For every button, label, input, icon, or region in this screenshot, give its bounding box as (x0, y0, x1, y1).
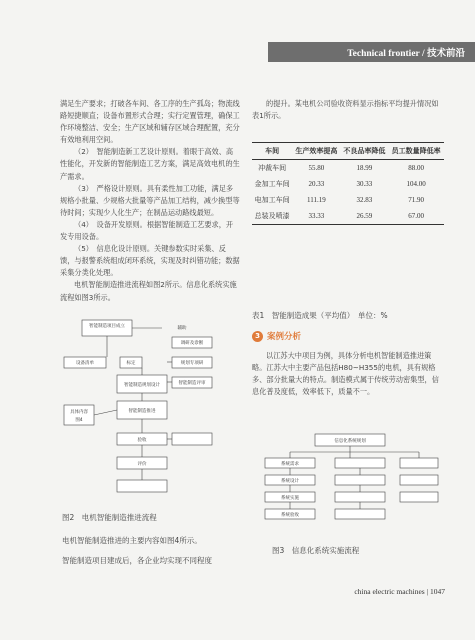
left-paragraph-6: 电机智能制造推进流程如图2所示。信息化系统实施流程如图3所示。 (60, 280, 237, 302)
flow-label-b8: 验收 (137, 438, 147, 443)
table-header: 不良品率降低 (343, 147, 386, 155)
flow-box-b11 (117, 480, 167, 492)
page-footer: china electric machines | 1047 (354, 587, 445, 596)
table-1-caption: 表1 智能制造成果（平均值） 单位：% (252, 311, 388, 320)
flow3-label-l3: 系统实施 (281, 496, 299, 501)
flow-label-b4: 规划专项研 (180, 361, 204, 366)
table-header-row (252, 143, 444, 160)
left-paragraph-2: （2） 智能制造新工艺设计原则。着眼于高效、高性能化，开发新的智能制造工艺方案，满足高效电机的生产需求。 (60, 147, 240, 181)
left-paragraph-4: （4） 设备开发原则。根据智能制造工艺要求，开发专用设备。 (60, 219, 234, 242)
table-cell: 55.80 (308, 164, 325, 172)
table-cell: 26.59 (356, 212, 373, 220)
flow-label-b5: 智能制造规划设计 (124, 383, 160, 388)
flow3-box-s2 (400, 475, 438, 485)
left-paragraph-5: （5） 信息化设计原则。关键参数实时采集、反馈，与报警系统组成闭环系统，实现及时纠错功能；数据采集分类化处理。 (60, 244, 240, 278)
section-number-badge: 3 (252, 331, 263, 342)
header-title-cn: 技术前沿 (426, 49, 465, 59)
right-column (252, 98, 442, 122)
header-title-en: Technical frontier (347, 49, 420, 59)
figure-3-caption: 图3 信息化系统实施流程 (272, 546, 360, 555)
figure-2-text-line-1: 电机智能制造推进的主要内容如图4所示。 (62, 536, 202, 545)
section-title: 案例分析 (267, 332, 302, 342)
journal-name: china electric machines (354, 587, 425, 596)
flow-label-side1: 具体内容 (70, 410, 88, 415)
header-title: Technical frontier / 技术前沿 (347, 49, 465, 59)
table-header: 员工数量降低率 (391, 147, 441, 155)
table-header: 生产效率提高 (295, 147, 338, 155)
header-bar (268, 42, 475, 62)
table-cell: 总装及喷漆 (254, 212, 290, 220)
flow3-label-top: 信息化系统规划 (334, 439, 366, 444)
flow3-box-r3 (335, 492, 385, 502)
left-paragraph-1: 满足生产要求；打破各车间、各工序的生产孤岛；物流线路短捷顺直；设备布置形式合理；实行定置管理，确保工作环境整洁、安全；生产区域和辅存区域合理配置，充分有效地利用空间。 (60, 99, 240, 145)
table-cell: 电加工车间 (254, 196, 290, 204)
section-3-heading (252, 330, 301, 342)
table-row (252, 176, 444, 192)
table-cell: 111.19 (306, 196, 326, 204)
table-cell: 67.00 (408, 212, 425, 220)
figure-2-flowchart (62, 315, 237, 510)
flow-label-b3: 标定 (126, 361, 136, 366)
flow3-label-l4: 系统验收 (281, 513, 299, 518)
flow-label-b1: 调研及诊断 (180, 341, 204, 346)
left-column (60, 98, 240, 304)
flow3-box-r1 (335, 458, 385, 468)
table-cell: 33.33 (308, 212, 325, 220)
page-number: 1047 (430, 587, 445, 596)
flow3-box-s3 (400, 492, 438, 502)
flow3-label-l2: 系统设计 (281, 479, 299, 484)
table-cell: 金加工车间 (254, 180, 290, 188)
right-paragraph-1: 的提升。某电机公司验收资料显示指标平均提升情况如表1所示。 (252, 99, 439, 121)
table-header: 车间 (265, 147, 280, 155)
table-cell: 32.83 (356, 196, 373, 204)
table-row (252, 208, 444, 225)
flow-label-side2: 图4 (75, 418, 83, 423)
table-cell: 冲裁车间 (258, 164, 287, 172)
section-3-body (252, 350, 442, 398)
table-cell: 30.33 (356, 180, 373, 188)
figure-3-flowchart (255, 430, 445, 530)
flow-label-aux: 辅助 (177, 326, 187, 331)
flow-connector (94, 410, 117, 415)
flow-label-start: 智能制造项目成立 (89, 324, 125, 329)
table-row (252, 192, 444, 208)
figure-2-caption: 图2 电机智能制造推进流程 (62, 513, 157, 522)
flow3-box-r4 (335, 509, 385, 519)
table-cell: 104.00 (406, 180, 426, 188)
flow3-label-l1: 系统需求 (281, 462, 299, 467)
flow3-box-r2 (335, 475, 385, 485)
table-cell: 88.00 (408, 164, 425, 172)
table-cell: 71.90 (408, 196, 425, 204)
table-row (252, 160, 444, 177)
section-3-paragraph: 以江苏大中项目为例，具体分析电机智能制造推进策略。江苏大中主要产品包括H80~H355的电机，具有规格多、部分批量大的特点。制造模式属于传统劳动密集型，信息化普及度低，效率低下，质量不一。 (252, 351, 439, 397)
flow-label-b9: 评价 (137, 462, 147, 467)
flow-box-b9 (172, 433, 212, 445)
flow3-box-s1 (400, 458, 438, 468)
table-1 (252, 142, 444, 225)
left-paragraph-3: （3） 严格设计原则。具有柔性加工功能，满足多规格小批量、少规格大批量等产品加工结构，减少换型等待时间；实现少人化生产；在制品运动路线最短。 (60, 183, 240, 217)
flow-label-b2: 设备清单 (76, 361, 94, 366)
flow-label-b6: 智能制造评审 (178, 381, 206, 386)
table-cell: 20.33 (308, 180, 325, 188)
figure-2-text-line-2: 智能制造项目建成后，各企业均实现不同程度 (62, 556, 212, 565)
table-cell: 18.99 (356, 164, 373, 172)
flow-label-b7: 智能制造推进 (128, 409, 156, 414)
